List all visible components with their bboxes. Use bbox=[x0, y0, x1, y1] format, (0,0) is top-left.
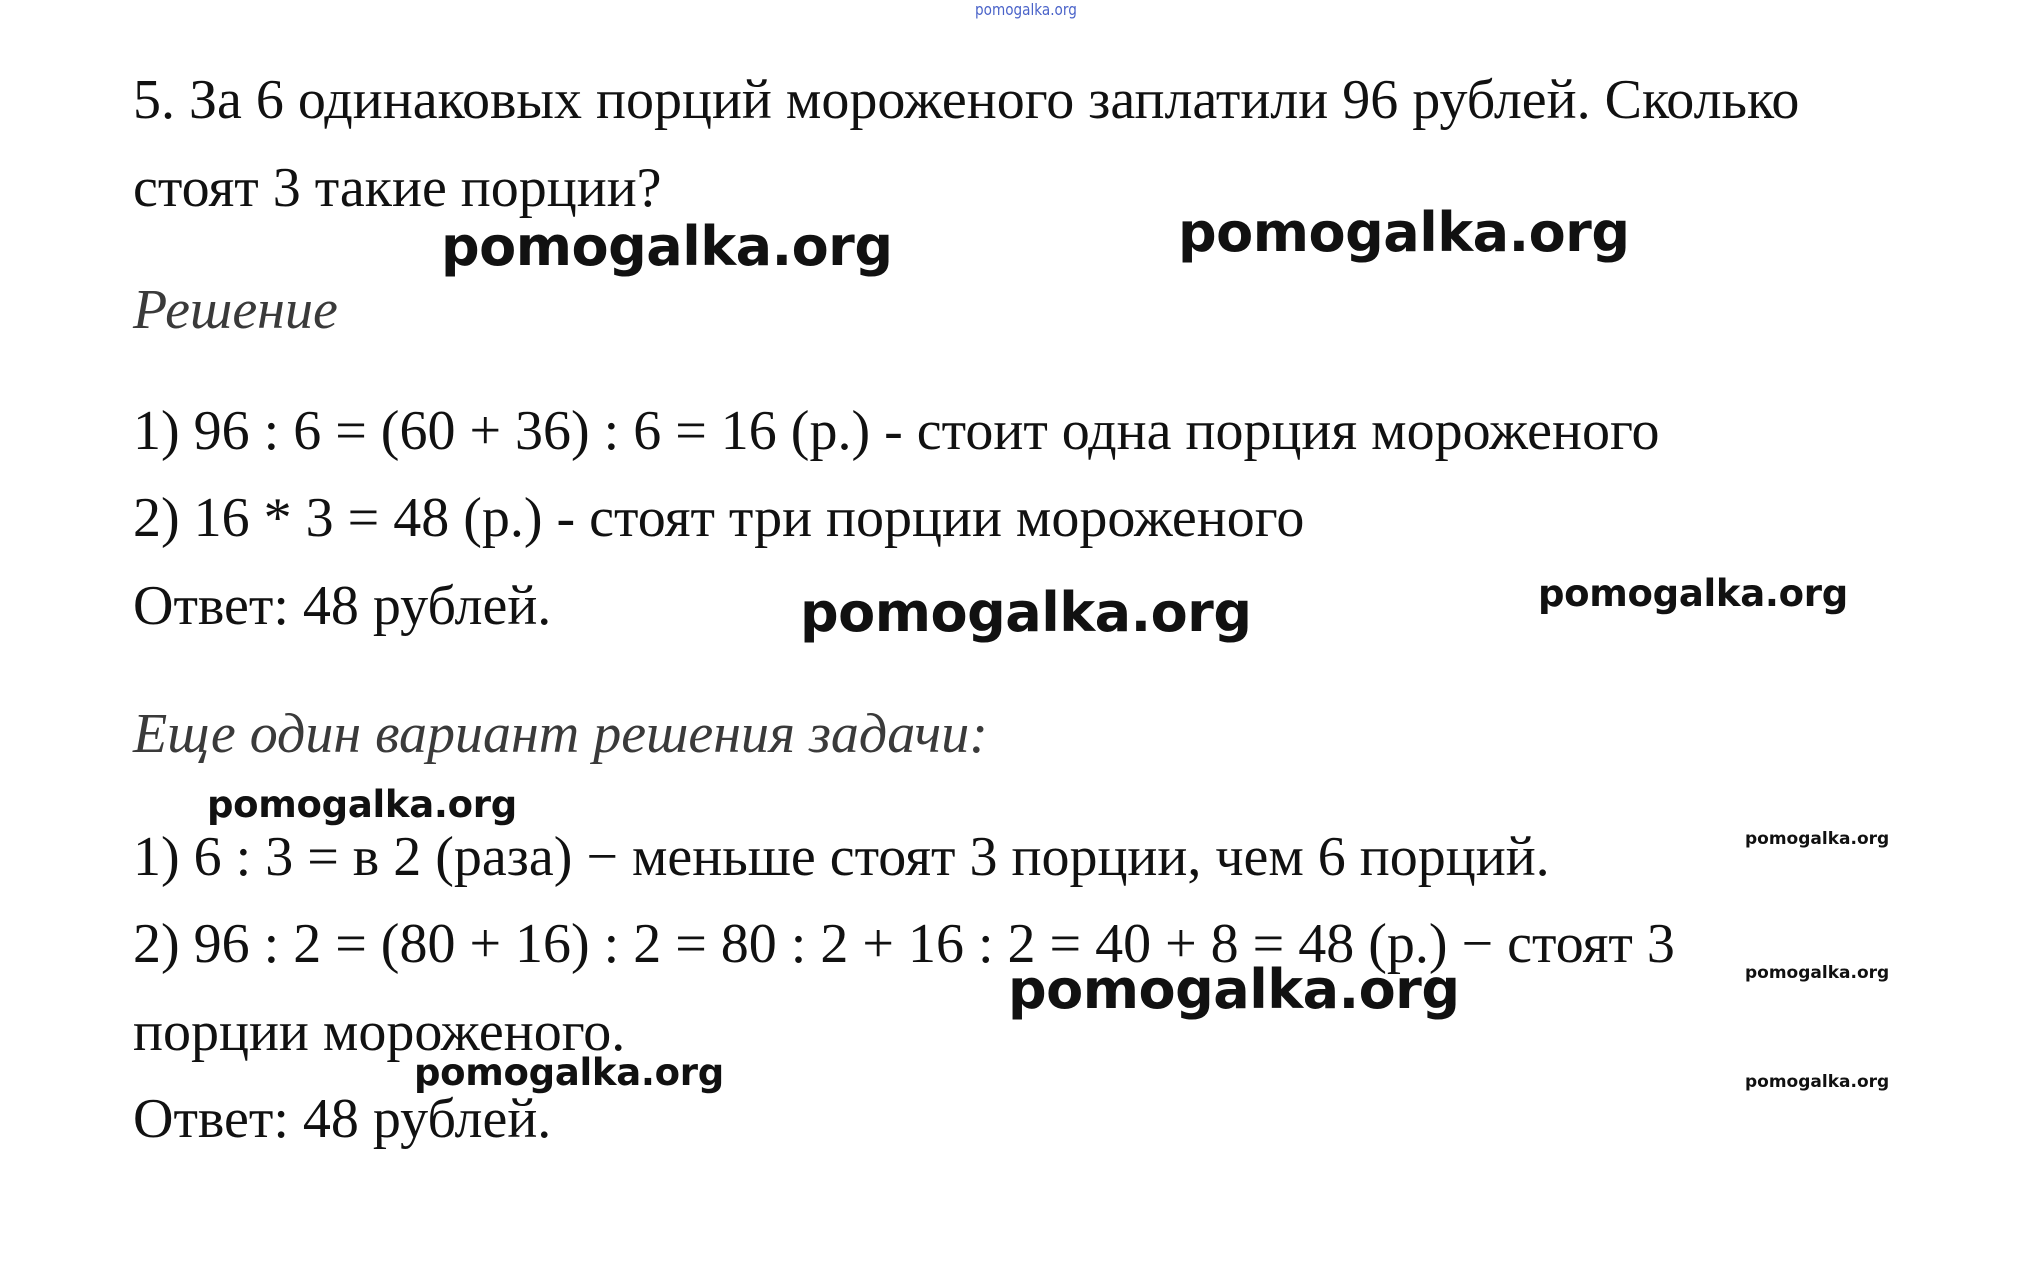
problem-line-2: стоят 3 такие порции? bbox=[133, 157, 662, 219]
watermark: pomogalka.org bbox=[1178, 201, 1630, 264]
watermark: pomogalka.org bbox=[1745, 963, 1890, 983]
alternative-solution-heading: Еще один вариант решения задачи: bbox=[133, 703, 988, 765]
problem-line-1: 5. За 6 одинаковых порций мороженого заплатили 96 рублей. Сколько bbox=[133, 69, 1800, 131]
watermark: pomogalka.org bbox=[207, 783, 517, 826]
watermark: pomogalka.org bbox=[1008, 958, 1460, 1021]
watermark: pomogalka.org bbox=[1538, 572, 1848, 615]
header-watermark: pomogalka.org bbox=[975, 0, 1077, 19]
watermark: pomogalka.org bbox=[1745, 829, 1890, 849]
solution1-step-2: 2) 16 * 3 = 48 (р.) - стоят три порции мороженого bbox=[133, 487, 1305, 549]
watermark: pomogalka.org bbox=[1745, 1072, 1890, 1092]
solution2-step-2-line-2: порции мороженого. bbox=[133, 1001, 626, 1063]
solution2-step-2-line-1: 2) 96 : 2 = (80 + 16) : 2 = 80 : 2 + 16 : 2 = 40 + 8 = 48 (р.) − стоят 3 bbox=[133, 913, 1675, 975]
solution-heading: Решение bbox=[133, 279, 338, 341]
solution1-answer: Ответ: 48 рублей. bbox=[133, 575, 552, 637]
watermark: pomogalka.org bbox=[441, 215, 893, 278]
solution2-answer: Ответ: 48 рублей. bbox=[133, 1088, 552, 1150]
watermark: pomogalka.org bbox=[800, 581, 1252, 644]
solution1-step-1: 1) 96 : 6 = (60 + 36) : 6 = 16 (р.) - стоит одна порция мороженого bbox=[133, 400, 1660, 462]
solution2-step-1: 1) 6 : 3 = в 2 (раза) − меньше стоят 3 порции, чем 6 порций. bbox=[133, 826, 1550, 888]
watermark: pomogalka.org bbox=[414, 1051, 724, 1094]
